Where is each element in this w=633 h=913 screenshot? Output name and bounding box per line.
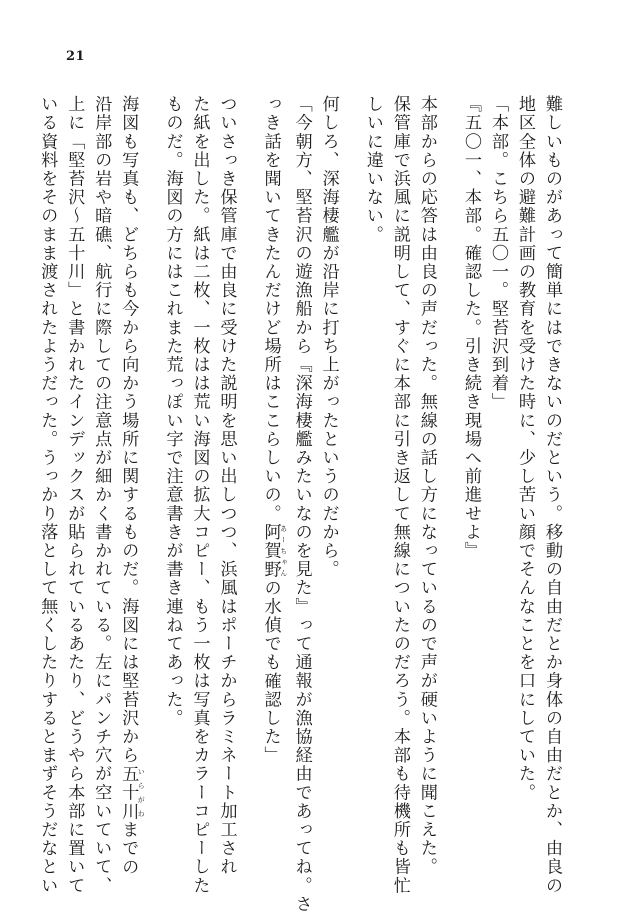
text-line: た紙を出した。紙は二枚、一枚はは荒い海図の拡大コピー、もう一枚は写真をカラーコピーした — [189, 95, 210, 895]
ruby-annotation: 五十川 いらがわ — [118, 764, 146, 821]
text-line: っき話を聞いてきたんだけど場所はここらしいの。阿賀野 あーちゃんの水偵でも確認した」 — [260, 95, 288, 765]
text-line: 上に「堅苔沢～五十川」と書かれたインデックスが貼られているあたり、どうやら本部に置いて — [64, 95, 85, 895]
text-line: 地区全体の避難計画の教育を受けた時に、少し苦い顔でそんなことを口にしていた。 — [515, 95, 535, 802]
text-line: 何しろ、深海棲艦が沿岸に打ち上がったというのだから。 — [318, 95, 339, 579]
text-line: 海図も写真も、どちらも今から向かう場所に関するものだ。海図には堅苔沢から五十川 いらがわまでの — [118, 95, 146, 877]
text-line: 沿岸部の岩や暗礁、航行に際しての注意点が細かく書かれている。左にパンチ穴が空いていて、 — [91, 95, 112, 895]
text-line: 難しいものがあって簡単にはできないのだという。移動の自由だとか身体の自由だとか、由良の — [542, 95, 562, 895]
ruby-reading: いらがわ — [137, 764, 146, 821]
text-line: 本部からの応答は由良の声だった。無線の話し方になっているので声が硬いように聞こえた。 — [416, 95, 437, 877]
text-line: 「本部。こちら五〇一。堅苔沢到着」 — [488, 95, 508, 412]
ruby-annotation: 阿賀野 あーちゃん — [260, 522, 288, 579]
text-line: いる資料をそのまま渡されたようだった。うっかり落として無くしたりするとまずそうだなとい — [37, 95, 58, 895]
text-line: しいに違いない。 — [362, 95, 383, 244]
text-line: ものだ。海図の方にはこれまた荒っぽい字で注意書きが書き連ねてあった。 — [162, 95, 183, 728]
page-number: 21 — [66, 49, 86, 64]
text-line: 「今朝方、堅苔沢の遊漁船から『深海棲艦みたいなのを見た』って通報が漁協経由であってね。さ — [291, 95, 312, 913]
text-line: 『五〇一、本部。確認した。引き続き現場へ前進せよ』 — [461, 95, 481, 560]
vertical-text-body — [33, 95, 565, 913]
text-line: 保管庫で浜風に説明して、すぐに本部に引き返して無線についたのだろう。本部も待機所も皆忙 — [389, 95, 410, 895]
ruby-reading: あーちゃん — [279, 522, 288, 579]
text-line: ついさっき保管庫で由良に受けた説明を思い出しつつ、浜風はポーチからラミネート加工され — [216, 95, 237, 877]
